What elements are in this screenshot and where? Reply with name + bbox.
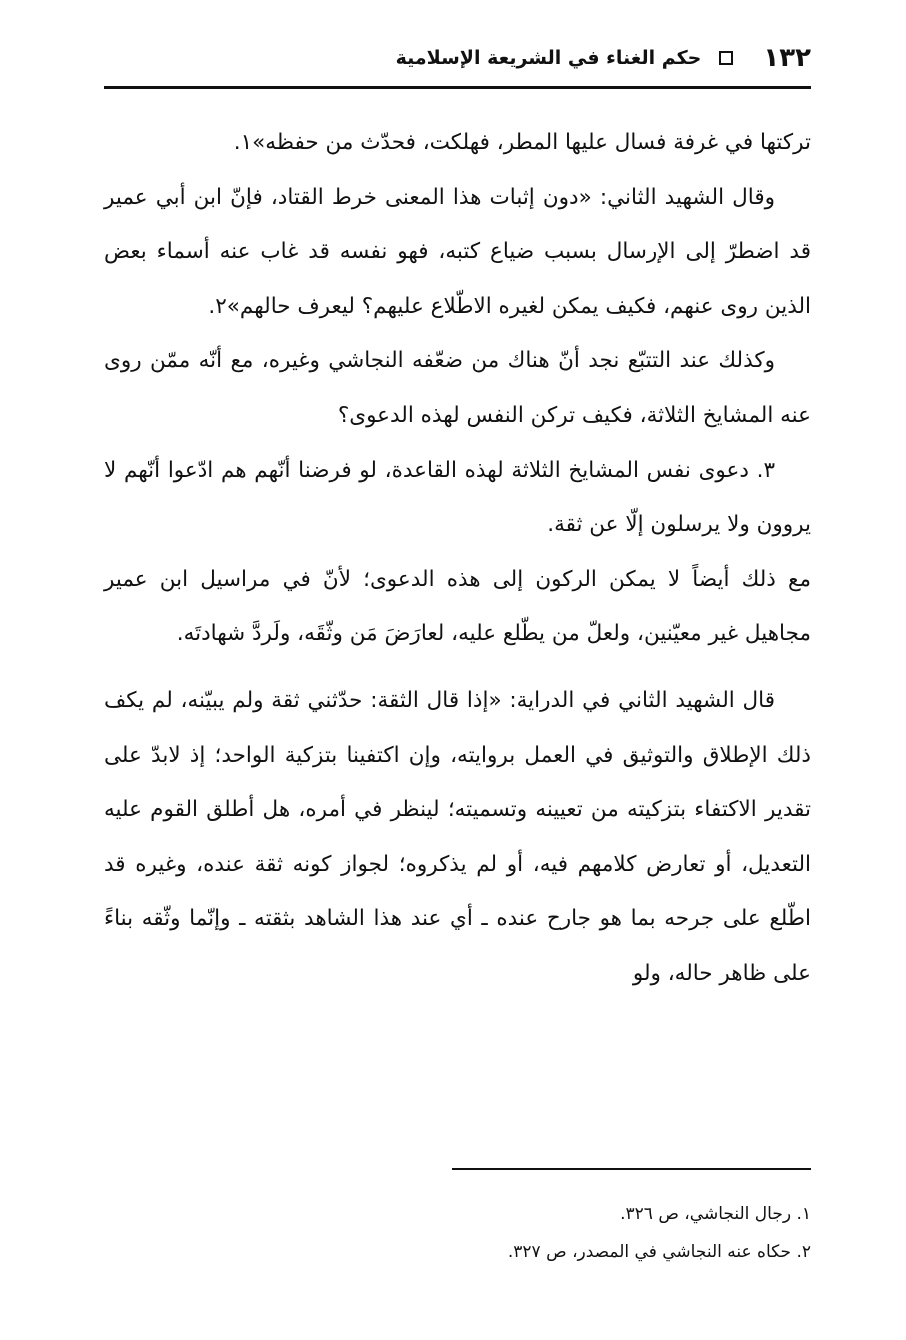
- paragraph-diraya-quote: قال الشهيد الثاني في الدراية: «إذا قال الثقة: حدّثني ثقة ولم يبيّنه، لم يكف ذلك الإطلاق والتوثيق في العمل بروايته، وإن اكتفينا بتزكية الواحد؛ إذ لابدّ على تقدير الاكتفاء بتزكيته من تعيينه وتسميته؛ لينظر في أمره، هل أطلق القوم عليه التعديل، أو تعارض كلامهم فيه، أو لم يذكروه؛ لجواز كونه ثقة عنده، وغيره قد اطّلع على جرحه بما هو جارح عنده ـ أي عند هذا الشاهد بثقته ـ وإنّما وثّقه بناءً على ظاهر حاله، ولو: [104, 687, 811, 986]
- paragraph-shahid-quote: وقال الشهيد الثاني: «دون إثبات هذا المعنى خرط القتاد، فإنّ ابن أبي عمير قد اضطرّ إلى الإرسال بسبب ضياع كتبه، فهو نفسه قد غاب عنه أسماء بعض الذين روى عنهم، فكيف يمكن لغيره الاطّلاع عليهم؟ ليعرف حالهم»٢.: [104, 184, 811, 319]
- body-text: [104, 116, 811, 1002]
- paragraph-najashi: وكذلك عند التتبّع نجد أنّ هناك من ضعّفه النجاشي وغيره، مع أنّه ممّن روى عنه المشايخ الثلاثة، فكيف تركن النفس لهذه الدعوى؟: [104, 348, 811, 428]
- running-title: حكم الغناء في الشريعة الإسلامية: [395, 47, 702, 69]
- book-page: [104, 0, 811, 1340]
- paragraph-mursal: مع ذلك أيضاً لا يمكن الركون إلى هذه الدعوى؛ لأنّ في مراسيل ابن عمير مجاهيل غير معيّنين، ولعلّ من يطّلع عليه، لعارَضَ مَن وثّقَه، ولَردَّ شهادتَه.: [104, 566, 811, 647]
- square-icon: [719, 51, 733, 65]
- footnote-1: ١. رجال النجاشي، ص ٣٢٦.: [620, 1204, 811, 1224]
- running-header: [104, 38, 811, 78]
- paragraph-continuation: تركتها في غرفة فسال عليها المطر، فهلكت، فحدّث من حفظه»١.: [233, 130, 811, 155]
- footnotes: [104, 1195, 811, 1271]
- header-rule: [104, 86, 811, 89]
- paragraph-point-three: ٣. دعوى نفس المشايخ الثلاثة لهذه القاعدة، لو فرضنا أنّهم هم ادّعوا أنّهم لا يروون ولا يرسلون إلّا عن ثقة.: [104, 457, 811, 538]
- footnote-rule: [452, 1168, 811, 1170]
- page-number: ١٣٢: [763, 43, 811, 73]
- footnote-2: ٢. حكاه عنه النجاشي في المصدر، ص ٣٢٧.: [507, 1242, 811, 1262]
